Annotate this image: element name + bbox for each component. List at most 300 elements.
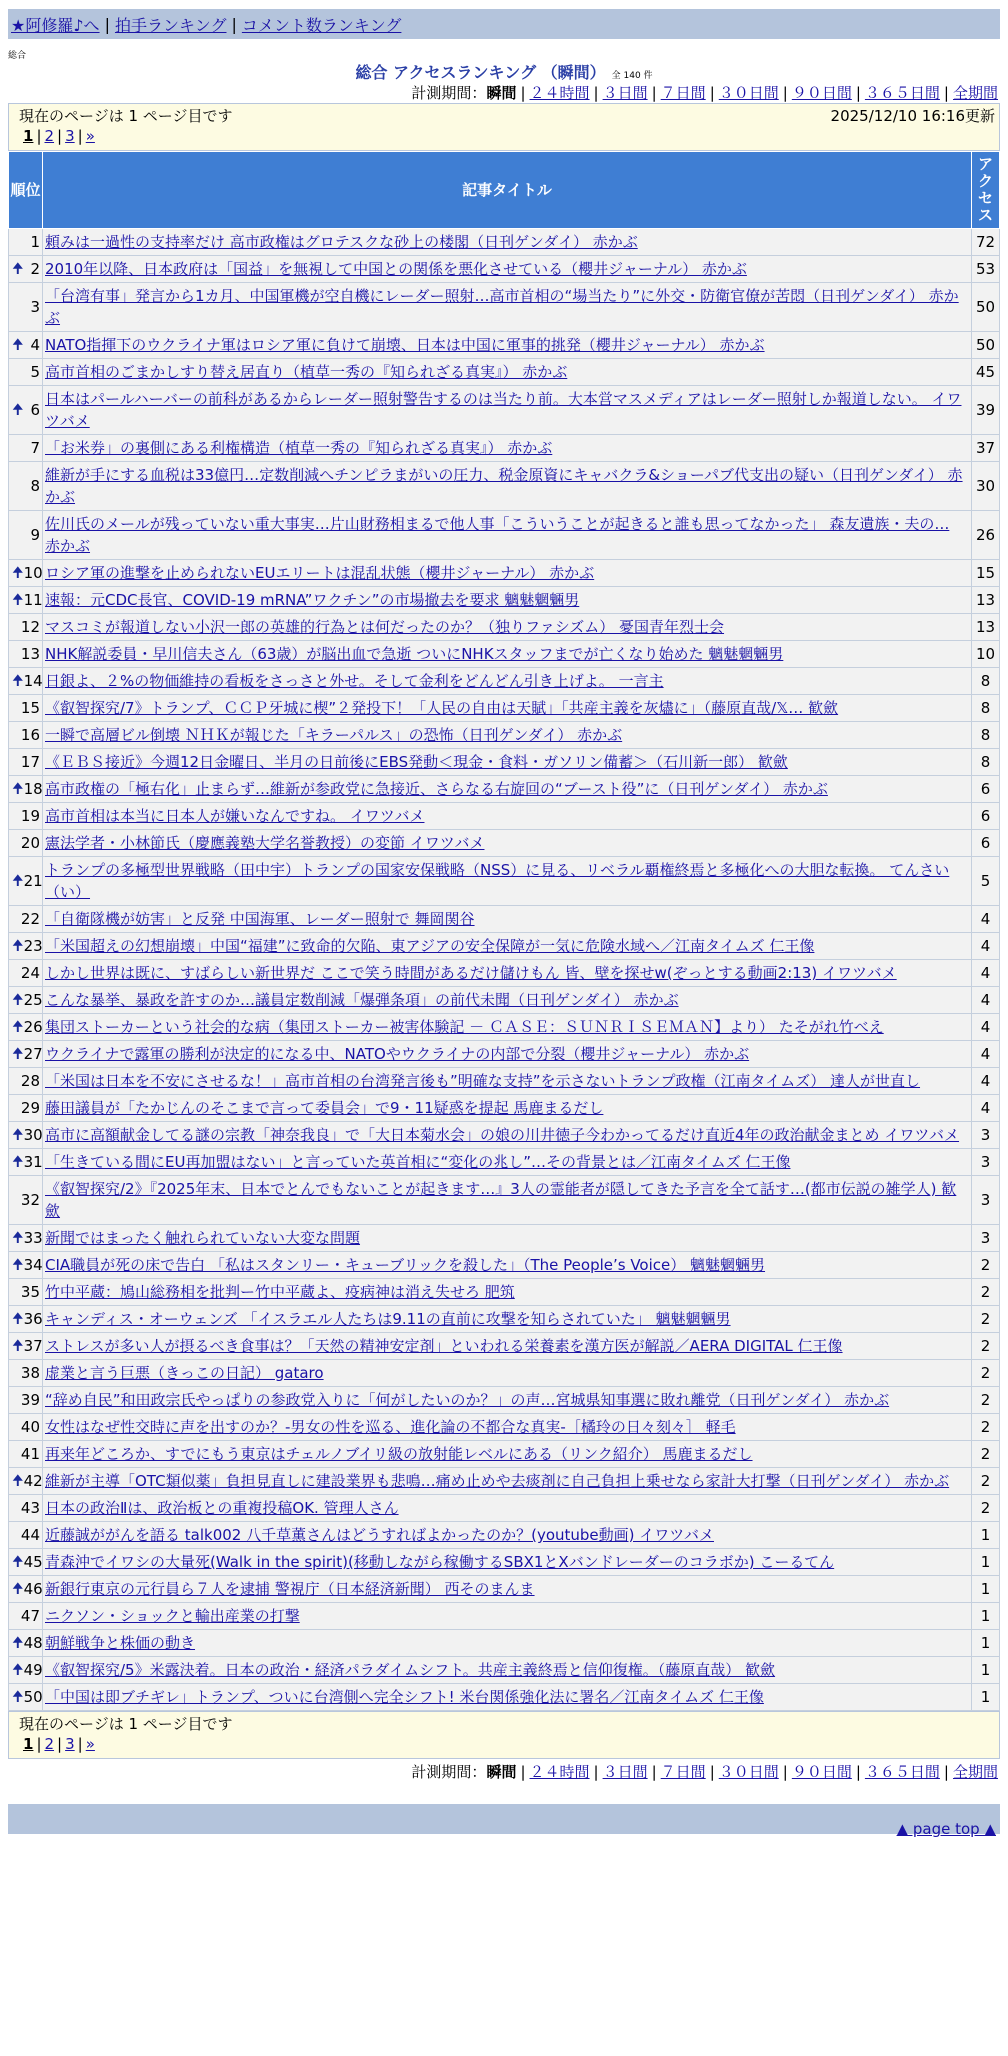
title-cell xyxy=(43,1603,972,1630)
article-title-link[interactable]: 日本の政治Ⅱは、政治板との重複投稿OK. 管理人さん xyxy=(45,1499,399,1517)
access-count: 13 xyxy=(972,614,1000,641)
rank-up-arrow-icon: 🠉 xyxy=(12,1154,24,1170)
title-cell xyxy=(43,1441,972,1468)
article-title-link[interactable]: 高市政権の「極右化」止まらず…維新が参政党に急接近、さらなる右旋回の“ブースト役”に（日刊ゲンダイ） 赤かぶ xyxy=(45,780,828,798)
title-cell xyxy=(43,614,972,641)
rank-cell xyxy=(9,960,43,987)
access-count: 6 xyxy=(972,830,1000,857)
table-row xyxy=(9,359,1000,386)
page-separator: | xyxy=(57,127,63,145)
article-title-link[interactable]: ロシア軍の進撃を止められないEUエリートは混乱状態（櫻井ジャーナル） 赤かぶ xyxy=(45,564,595,582)
table-row xyxy=(9,386,1000,435)
access-count: 8 xyxy=(972,749,1000,776)
table-row xyxy=(9,722,1000,749)
table-row xyxy=(9,906,1000,933)
article-title-link[interactable]: 「お米券」の裏側にある利権構造（植草一秀の『知られざる真実』） 赤かぶ xyxy=(45,439,553,457)
period-separator: | xyxy=(782,1763,788,1781)
page-link[interactable]: 2 xyxy=(44,1735,55,1753)
title-cell xyxy=(43,1657,972,1684)
title-cell xyxy=(43,1549,972,1576)
table-row xyxy=(9,435,1000,462)
access-count: 8 xyxy=(972,668,1000,695)
article-title-link[interactable]: 竹中平蔵：鳩山総務相を批判ー竹中平蔵よ、疫病神は消え失せろ 肥筑 xyxy=(45,1283,515,1301)
rank-cell xyxy=(9,1149,43,1176)
access-count: 3 xyxy=(972,1176,1000,1225)
access-count: 6 xyxy=(972,803,1000,830)
rank-up-arrow-icon: 🠉 xyxy=(12,1311,24,1327)
rank-up-arrow-icon: 🠉 xyxy=(12,1127,24,1143)
current-page-text: 現在のページは 1 ページ目です xyxy=(19,107,233,125)
title-cell xyxy=(43,1014,972,1041)
rank-up-arrow-icon: 🠉 xyxy=(12,565,24,581)
article-title-link[interactable]: 高市首相は本当に日本人が嫌いなんですね。 イワツバメ xyxy=(45,807,425,825)
article-title-link[interactable]: キャンディス・オーウェンズ 「イスラエル人たちは9.11の直前に攻撃を知らされていた」 魑魅魍魎男 xyxy=(45,1310,731,1328)
period-option[interactable]: 全期間 xyxy=(952,1763,998,1781)
article-title-link[interactable]: 「生きている間にEU再加盟はない」と言っていた英首相に“変化の兆し”…その背景とは／江南タイムズ 仁王像 xyxy=(45,1153,791,1171)
table-row xyxy=(9,830,1000,857)
period-option[interactable]: ２４時間 xyxy=(529,84,590,102)
period-separator: | xyxy=(593,1763,599,1781)
table-row xyxy=(9,1122,1000,1149)
article-title-link[interactable]: 頼みは一過性の支持率だけ 高市政権はグロテスクな砂上の楼閣（日刊ゲンダイ） 赤かぶ xyxy=(45,233,638,251)
article-title-link[interactable]: 近藤誠ががんを語る talk002 八千草薫さんはどうすればよかったのか？(youtube動画) イワツバメ xyxy=(45,1526,714,1544)
period-current: 瞬間 xyxy=(486,84,517,102)
rank-number: 43 xyxy=(20,1499,40,1517)
table-row xyxy=(9,1414,1000,1441)
rank-number: 5 xyxy=(30,363,40,381)
title-cell xyxy=(43,1333,972,1360)
article-title-link[interactable]: ストレスが多い人が摂るべき食事は？「天然の精神安定剤」といわれる栄養素を漢方医が解説／AERA DIGITAL 仁王像 xyxy=(45,1337,843,1355)
rank-cell xyxy=(9,987,43,1014)
table-row xyxy=(9,960,1000,987)
title-cell xyxy=(43,1068,972,1095)
rank-cell xyxy=(9,906,43,933)
period-separator: | xyxy=(709,84,715,102)
rank-up-arrow-icon: 🠉 xyxy=(12,938,24,954)
rank-cell xyxy=(9,1176,43,1225)
period-separator: | xyxy=(855,84,861,102)
rank-up-arrow-icon: 🠉 xyxy=(12,1689,24,1705)
rank-header: 順位 xyxy=(9,152,43,229)
period-option[interactable]: ９０日間 xyxy=(791,84,852,102)
access-count: 1 xyxy=(972,1657,1000,1684)
title-cell xyxy=(43,803,972,830)
title-cell xyxy=(43,229,972,256)
article-title-link[interactable]: 憲法学者・小林節氏（慶應義塾大学名誉教授）の変節 イワツバメ xyxy=(45,834,485,852)
article-title-link[interactable]: 2010年以降、日本政府は「国益」を無視して中国との関係を悪化させている（櫻井ジャーナル） 赤かぶ xyxy=(45,260,747,278)
title-cell xyxy=(43,1495,972,1522)
title-cell xyxy=(43,749,972,776)
article-title-link[interactable]: 女性はなぜ性交時に声を出すのか？-男女の性を巡る、進化論の不都合な真実-［橘玲の日々刻々］ 軽毛 xyxy=(45,1418,736,1436)
access-count: 1 xyxy=(972,1603,1000,1630)
section-label: 総合 xyxy=(8,51,27,61)
title-header: 記事タイトル xyxy=(43,152,972,229)
table-row xyxy=(9,256,1000,283)
rank-up-arrow-icon: 🠉 xyxy=(12,1019,24,1035)
table-row xyxy=(9,1657,1000,1684)
article-title-link[interactable]: 集団ストーカーという社会的な病（集団ストーカー被害体験記 － ＣＡＳＥ：ＳＵＮＲＩＳＥＭＡＮ】より） たそがれ竹べえ xyxy=(45,1018,884,1036)
item-count: 全 140 件 xyxy=(611,71,653,81)
rank-up-arrow-icon: 🠉 xyxy=(12,781,24,797)
rank-up-arrow-icon: 🠉 xyxy=(12,992,24,1008)
article-title-link[interactable]: 「台湾有事」発言から1カ月、中国軍機が空自機にレーダー照射…高市首相の“場当たり”に外交・防衛官僚が苦悶（日刊ゲンダイ） 赤かぶ xyxy=(45,287,959,327)
article-title-link[interactable]: 「米国は日本を不安にさせるな！」高市首相の台湾発言後も”明確な支持”を示さないトランプ政権（江南タイムズ） 達人が世直し xyxy=(45,1072,921,1090)
table-row xyxy=(9,1468,1000,1495)
rank-number: 26 xyxy=(23,1018,43,1036)
rank-number: 12 xyxy=(20,618,40,636)
rank-number: 35 xyxy=(20,1283,40,1301)
title-cell xyxy=(43,933,972,960)
rank-cell xyxy=(9,1414,43,1441)
rank-number: 39 xyxy=(20,1391,40,1409)
period-separator: | xyxy=(651,1763,657,1781)
comment-ranking-link[interactable]: コメント数ランキング xyxy=(241,15,402,35)
table-row xyxy=(9,1041,1000,1068)
rank-cell xyxy=(9,1630,43,1657)
period-option[interactable]: ３６５日間 xyxy=(864,84,940,102)
rank-number: 28 xyxy=(20,1072,40,1090)
page-link[interactable]: 3 xyxy=(65,127,75,145)
rank-cell xyxy=(9,803,43,830)
rank-number: 44 xyxy=(20,1526,40,1544)
rank-cell xyxy=(9,283,43,332)
title-cell xyxy=(43,1122,972,1149)
table-row xyxy=(9,933,1000,960)
rank-up-arrow-icon: 🠉 xyxy=(12,1473,24,1489)
access-count: 3 xyxy=(972,1149,1000,1176)
title-cell xyxy=(43,668,972,695)
nav-separator: | xyxy=(104,14,110,34)
period-separator: | xyxy=(520,1763,526,1781)
article-title-link[interactable]: 速報：元CDC長官、COVID-19 mRNA”ワクチン”の市場撤去を要求 魑魅魍魎男 xyxy=(45,591,580,609)
access-count: 4 xyxy=(972,906,1000,933)
access-count: 1 xyxy=(972,1684,1000,1711)
access-count: 4 xyxy=(972,1095,1000,1122)
access-count: 50 xyxy=(972,332,1000,359)
rank-number: 7 xyxy=(30,439,40,457)
next-page-link[interactable]: » xyxy=(85,127,95,145)
rank-cell xyxy=(9,511,43,560)
table-row xyxy=(9,332,1000,359)
rank-cell xyxy=(9,1014,43,1041)
article-title-link[interactable]: 朝鮮戦争と株価の動き xyxy=(45,1634,196,1652)
page-link[interactable]: 3 xyxy=(65,1735,75,1753)
table-row xyxy=(9,1306,1000,1333)
rank-number: 4 xyxy=(30,336,40,354)
access-count: 2 xyxy=(972,1360,1000,1387)
title-cell xyxy=(43,1225,972,1252)
access-count: 2 xyxy=(972,1333,1000,1360)
article-title-link[interactable]: 《叡智探究/5》米露決着。日本の政治・経済パラダイムシフト。共産主義終焉と信仰復権。（藤原直哉） 歓歛 xyxy=(45,1661,776,1679)
rank-number: 33 xyxy=(23,1229,43,1247)
table-row xyxy=(9,560,1000,587)
article-title-link[interactable]: 佐川氏のメールが残っていない重大事実…片山財務相まるで他人事「こういうことが起きると誰も思ってなかった」 森友遺族・夫の… 赤かぶ xyxy=(45,515,950,555)
period-option[interactable]: ９０日間 xyxy=(791,1763,852,1781)
table-row xyxy=(9,229,1000,256)
table-row xyxy=(9,1252,1000,1279)
rank-up-arrow-icon: 🠉 xyxy=(12,1581,24,1597)
access-header: アクセス xyxy=(972,152,1000,229)
title-cell xyxy=(43,857,972,906)
rank-number: 27 xyxy=(23,1045,43,1063)
rank-number: 34 xyxy=(23,1256,43,1274)
rank-number: 6 xyxy=(30,401,40,419)
access-count: 8 xyxy=(972,695,1000,722)
period-option[interactable]: ３０日間 xyxy=(718,1763,779,1781)
title-cell xyxy=(43,960,972,987)
title-cell xyxy=(43,1279,972,1306)
title-cell xyxy=(43,1576,972,1603)
rank-number: 36 xyxy=(23,1310,43,1328)
period-option[interactable]: ３６５日間 xyxy=(864,1763,940,1781)
rank-cell xyxy=(9,1387,43,1414)
table-row xyxy=(9,1630,1000,1657)
rank-number: 45 xyxy=(23,1553,43,1571)
table-row xyxy=(9,1549,1000,1576)
period-option[interactable]: ７日間 xyxy=(660,84,706,102)
pagination-bottom xyxy=(8,1711,1000,1759)
article-title-link[interactable]: 再来年どころか、すでにもう東京はチェルノブイリ級の放射能レベルにある（リンク紹介） 馬鹿まるだし xyxy=(45,1445,753,1463)
rank-number: 21 xyxy=(23,872,43,890)
current-page-number: 1 xyxy=(23,127,34,145)
table-row xyxy=(9,614,1000,641)
title-cell xyxy=(43,332,972,359)
page-separator: | xyxy=(77,127,83,145)
table-row xyxy=(9,1176,1000,1225)
access-count: 5 xyxy=(972,857,1000,906)
rank-number: 14 xyxy=(23,672,43,690)
article-title-link[interactable]: “辞め自民”和田政宗氏やっぱりの参政党入りに「何がしたいのか？」の声…宮城県知事選に敗れ離党（日刊ゲンダイ） 赤かぶ xyxy=(45,1391,890,1409)
table-row xyxy=(9,1684,1000,1711)
table-row xyxy=(9,1068,1000,1095)
rank-cell xyxy=(9,933,43,960)
rank-cell xyxy=(9,1576,43,1603)
rank-number: 9 xyxy=(30,526,40,544)
rank-cell xyxy=(9,776,43,803)
article-title-link[interactable]: 「自衛隊機が妨害」と反発 中国海軍、レーダー照射で 舞岡関谷 xyxy=(45,910,475,928)
period-separator: | xyxy=(593,84,599,102)
rank-up-arrow-icon: 🠉 xyxy=(12,1635,24,1651)
rank-number: 13 xyxy=(20,645,40,663)
article-title-link[interactable]: NATO指揮下のウクライナ軍はロシア軍に負けて崩壊、日本は中国に軍事的挑発（櫻井ジャーナル） 赤かぶ xyxy=(45,336,765,354)
rank-number: 3 xyxy=(30,298,40,316)
article-title-link[interactable]: マスコミが報道しない小沢一郎の英雄的行為とは何だったのか？（独りファシズム） 憂国青年烈士会 xyxy=(45,618,725,636)
article-title-link[interactable]: CIA職員が死の床で告白 「私はスタンリー・キューブリックを殺した」（The People’s Voice） 魑魅魍魎男 xyxy=(45,1256,766,1274)
table-row xyxy=(9,511,1000,560)
article-title-link[interactable]: 《叡智探究/2》『2025年末、日本でとんでもないことが起きます…』3人の霊能者が隠してきた予言を全て話す…(都市伝説の雑学人) 歓歛 xyxy=(45,1180,957,1220)
article-title-link[interactable]: 新聞ではまったく触れられていない大変な問題 xyxy=(45,1229,361,1247)
rank-up-arrow-icon: 🠉 xyxy=(12,337,24,353)
ranking-rows xyxy=(9,229,1000,1711)
article-title-link[interactable]: 高市に高額献金してる謎の宗教「神奈我良」で「大日本菊水会」の娘の川井徳子今わかってるだけ直近4年の政治献金まとめ イワツバメ xyxy=(45,1126,960,1144)
title-cell xyxy=(43,256,972,283)
article-title-link[interactable]: こんな暴挙、暴政を許すのか…議員定数削減「爆弾条項」の前代未聞（日刊ゲンダイ） 赤かぶ xyxy=(45,991,679,1009)
rank-up-arrow-icon: 🠉 xyxy=(12,592,24,608)
table-row xyxy=(9,695,1000,722)
page-top-link[interactable]: ▲ page top ▲ xyxy=(896,1820,996,1838)
article-title-link[interactable]: 「中国は即ブチギレ」トランプ、ついに台湾側へ完全シフト! 米台関係強化法に署名／江南タイムズ 仁王像 xyxy=(45,1688,764,1706)
rank-up-arrow-icon: 🠉 xyxy=(12,261,24,277)
article-title-link[interactable]: 高市首相のごまかしすり替え居直り（植草一秀の『知られざる真実』） 赤かぶ xyxy=(45,363,568,381)
article-title-link[interactable]: 《ＥＢＳ接近》今週12日金曜日、半月の日前後にEBS発動＜現金・食料・ガソリン備蓄＞（石川新一郎） 歓歛 xyxy=(45,753,788,771)
access-count: 4 xyxy=(972,1041,1000,1068)
rank-cell xyxy=(9,1225,43,1252)
table-row xyxy=(9,1441,1000,1468)
rank-cell xyxy=(9,1068,43,1095)
period-current: 瞬間 xyxy=(486,1763,517,1781)
access-count: 6 xyxy=(972,776,1000,803)
page-separator: | xyxy=(36,1735,42,1753)
rank-number: 41 xyxy=(20,1445,40,1463)
article-title-link[interactable]: 藤田議員が「たかじんのそこまで言って委員会」で9・11疑惑を提起 馬鹿まるだし xyxy=(45,1099,604,1117)
rank-cell xyxy=(9,1252,43,1279)
article-title-link[interactable]: 日本はパールハーバーの前科があるからレーダー照射警告するのは当たり前。大本営マスメディアはレーダー照射しか報道しない。 イワツバメ xyxy=(45,390,962,430)
period-separator: | xyxy=(943,1763,949,1781)
rank-up-arrow-icon: 🠉 xyxy=(12,1338,24,1354)
article-title-link[interactable]: しかし世界は既に、すばらしい新世界だ ここで笑う時間があるだけ儲けもん 皆、壁を探せw(ぞっとする動画2:13) イワツバメ xyxy=(45,964,897,982)
page-title xyxy=(8,63,1000,83)
rank-cell xyxy=(9,830,43,857)
rank-cell xyxy=(9,1657,43,1684)
rank-up-arrow-icon: 🠉 xyxy=(12,1230,24,1246)
title-cell xyxy=(43,1684,972,1711)
title-cell xyxy=(43,1176,972,1225)
access-count: 50 xyxy=(972,283,1000,332)
table-row xyxy=(9,1095,1000,1122)
rank-cell xyxy=(9,1306,43,1333)
rank-up-arrow-icon: 🠉 xyxy=(12,1257,24,1273)
title-cell xyxy=(43,435,972,462)
article-title-link[interactable]: 維新が主導「OTC類似薬」負担見直しに建設業界も悲鳴…痛め止めや去痰剤に自己負担上乗せなら家計大打撃（日刊ゲンダイ） 赤かぶ xyxy=(45,1472,950,1490)
ranking-table xyxy=(8,151,1000,1711)
rank-number: 20 xyxy=(20,834,40,852)
title-cell xyxy=(43,1149,972,1176)
current-page-number: 1 xyxy=(23,1735,34,1753)
access-count: 4 xyxy=(972,1068,1000,1095)
rank-cell xyxy=(9,1333,43,1360)
access-count: 2 xyxy=(972,1441,1000,1468)
article-title-link[interactable]: トランプの多極型世界戦略（田中宇）トランプの国家安保戦略（NSS）に見る、リベラル覇権終焉と多極化への大胆な転換。 てんさい（い） xyxy=(45,861,950,901)
rank-cell xyxy=(9,435,43,462)
period-option[interactable]: ３日間 xyxy=(602,84,648,102)
rank-number: 1 xyxy=(30,233,40,251)
article-title-link[interactable]: 虚業と言う巨悪（きっこの日記） gataro xyxy=(45,1364,324,1382)
page-link[interactable]: 2 xyxy=(44,127,55,145)
rank-number: 50 xyxy=(23,1688,43,1706)
rank-number: 40 xyxy=(20,1418,40,1436)
article-title-link[interactable]: NHK解説委員・早川信夫さん（63歳）が脳出血で急逝 ついにNHKスタッフまでが亡くなり始めた 魑魅魍魎男 xyxy=(45,645,784,663)
table-row xyxy=(9,283,1000,332)
rank-number: 24 xyxy=(20,964,40,982)
rank-cell xyxy=(9,668,43,695)
access-count: 2 xyxy=(972,1252,1000,1279)
access-count: 2 xyxy=(972,1495,1000,1522)
access-count: 8 xyxy=(972,722,1000,749)
title-cell xyxy=(43,722,972,749)
pagination-top xyxy=(8,103,1000,151)
article-title-link[interactable]: ウクライナで露軍の勝利が決定的になる中、NATOやウクライナの内部で分裂（櫻井ジャーナル） 赤かぶ xyxy=(45,1045,750,1063)
period-separator: | xyxy=(855,1763,861,1781)
rank-cell xyxy=(9,1360,43,1387)
rank-number: 15 xyxy=(20,699,40,717)
title-cell xyxy=(43,1630,972,1657)
article-title-link[interactable]: 維新が手にする血税は33億円…定数削減へチンピラまがいの圧力、税金原資にキャバクラ&ショーパブ代支出の疑い（日刊ゲンダイ） 赤かぶ xyxy=(45,466,963,506)
period-option[interactable]: ３０日間 xyxy=(718,84,779,102)
rank-number: 48 xyxy=(23,1634,43,1652)
title-cell xyxy=(43,776,972,803)
period-option[interactable]: ２４時間 xyxy=(529,1763,590,1781)
rank-number: 29 xyxy=(20,1099,40,1117)
title-cell xyxy=(43,1468,972,1495)
access-count: 3 xyxy=(972,1122,1000,1149)
rank-cell xyxy=(9,332,43,359)
period-option[interactable]: ７日間 xyxy=(660,1763,706,1781)
title-cell xyxy=(43,1306,972,1333)
table-row xyxy=(9,857,1000,906)
table-row xyxy=(9,587,1000,614)
clap-ranking-link[interactable]: 拍手ランキング xyxy=(114,15,227,35)
period-option[interactable]: 全期間 xyxy=(952,84,998,102)
rank-number: 42 xyxy=(23,1472,43,1490)
article-title-link[interactable]: 「米国超えの幻想崩壊」中国“福建”に致命的欠陥、東アジアの安全保障が一気に危険水域へ／江南タイムズ 仁王像 xyxy=(45,937,815,955)
article-title-link[interactable]: 青森沖でイワシの大量死(Walk in the spirit)(移動しながら稼働するSBX1とXバンドレーダーのコラボか) こーるてん xyxy=(45,1553,835,1571)
rank-number: 23 xyxy=(23,937,43,955)
period-separator: | xyxy=(782,84,788,102)
next-page-link[interactable]: » xyxy=(85,1735,95,1753)
rank-cell xyxy=(9,229,43,256)
current-page-text: 現在のページは 1 ページ目です xyxy=(19,1715,233,1733)
table-row xyxy=(9,1495,1000,1522)
rank-cell xyxy=(9,749,43,776)
article-title-link[interactable]: 日銀よ、２%の物価維持の看板をさっさと外せ。そして金利をどんどん引き上げよ。 一言主 xyxy=(45,672,664,690)
period-separator: | xyxy=(709,1763,715,1781)
access-count: 53 xyxy=(972,256,1000,283)
period-selector-bottom xyxy=(8,1762,1000,1782)
period-option[interactable]: ３日間 xyxy=(602,1763,648,1781)
title-cell xyxy=(43,1414,972,1441)
page-links xyxy=(23,126,995,147)
rank-up-arrow-icon: 🠉 xyxy=(12,402,24,418)
article-title-link[interactable]: 新銀行東京の元行員ら７人を逮捕 警視庁（日本経済新聞） 西そのまんま xyxy=(45,1580,535,1598)
title-cell xyxy=(43,511,972,560)
access-count: 1 xyxy=(972,1630,1000,1657)
rank-number: 18 xyxy=(23,780,43,798)
article-title-link[interactable]: 《叡智探究/7》トランプ、ＣＣＰ牙城に楔”２発投下！「人民の自由は天賦」「共産主義を灰燼に」（藤原直哉/𝕏… 歓歛 xyxy=(45,699,839,717)
article-title-link[interactable]: 一瞬で高層ビル倒壊 ＮＨＫが報じた「キラーパルス」の恐怖（日刊ゲンダイ） 赤かぶ xyxy=(45,726,623,744)
home-link[interactable]: ★阿修羅♪へ xyxy=(11,15,100,35)
article-title-link[interactable]: ニクソン・ショックと輸出産業の打撃 xyxy=(45,1607,300,1625)
rank-cell xyxy=(9,1603,43,1630)
title-cell xyxy=(43,283,972,332)
rank-number: 31 xyxy=(23,1153,43,1171)
table-row xyxy=(9,1387,1000,1414)
rank-number: 47 xyxy=(20,1607,40,1625)
table-row xyxy=(9,641,1000,668)
rank-cell xyxy=(9,386,43,435)
rank-cell xyxy=(9,1684,43,1711)
rank-cell xyxy=(9,722,43,749)
title-cell xyxy=(43,1095,972,1122)
access-count: 72 xyxy=(972,229,1000,256)
title-cell xyxy=(43,560,972,587)
updated-timestamp: 2025/12/10 16:16更新 xyxy=(830,107,995,125)
access-count: 30 xyxy=(972,462,1000,511)
rank-number: 2 xyxy=(30,260,40,278)
title-cell xyxy=(43,830,972,857)
rank-cell xyxy=(9,1095,43,1122)
rank-number: 38 xyxy=(20,1364,40,1382)
access-count: 4 xyxy=(972,933,1000,960)
